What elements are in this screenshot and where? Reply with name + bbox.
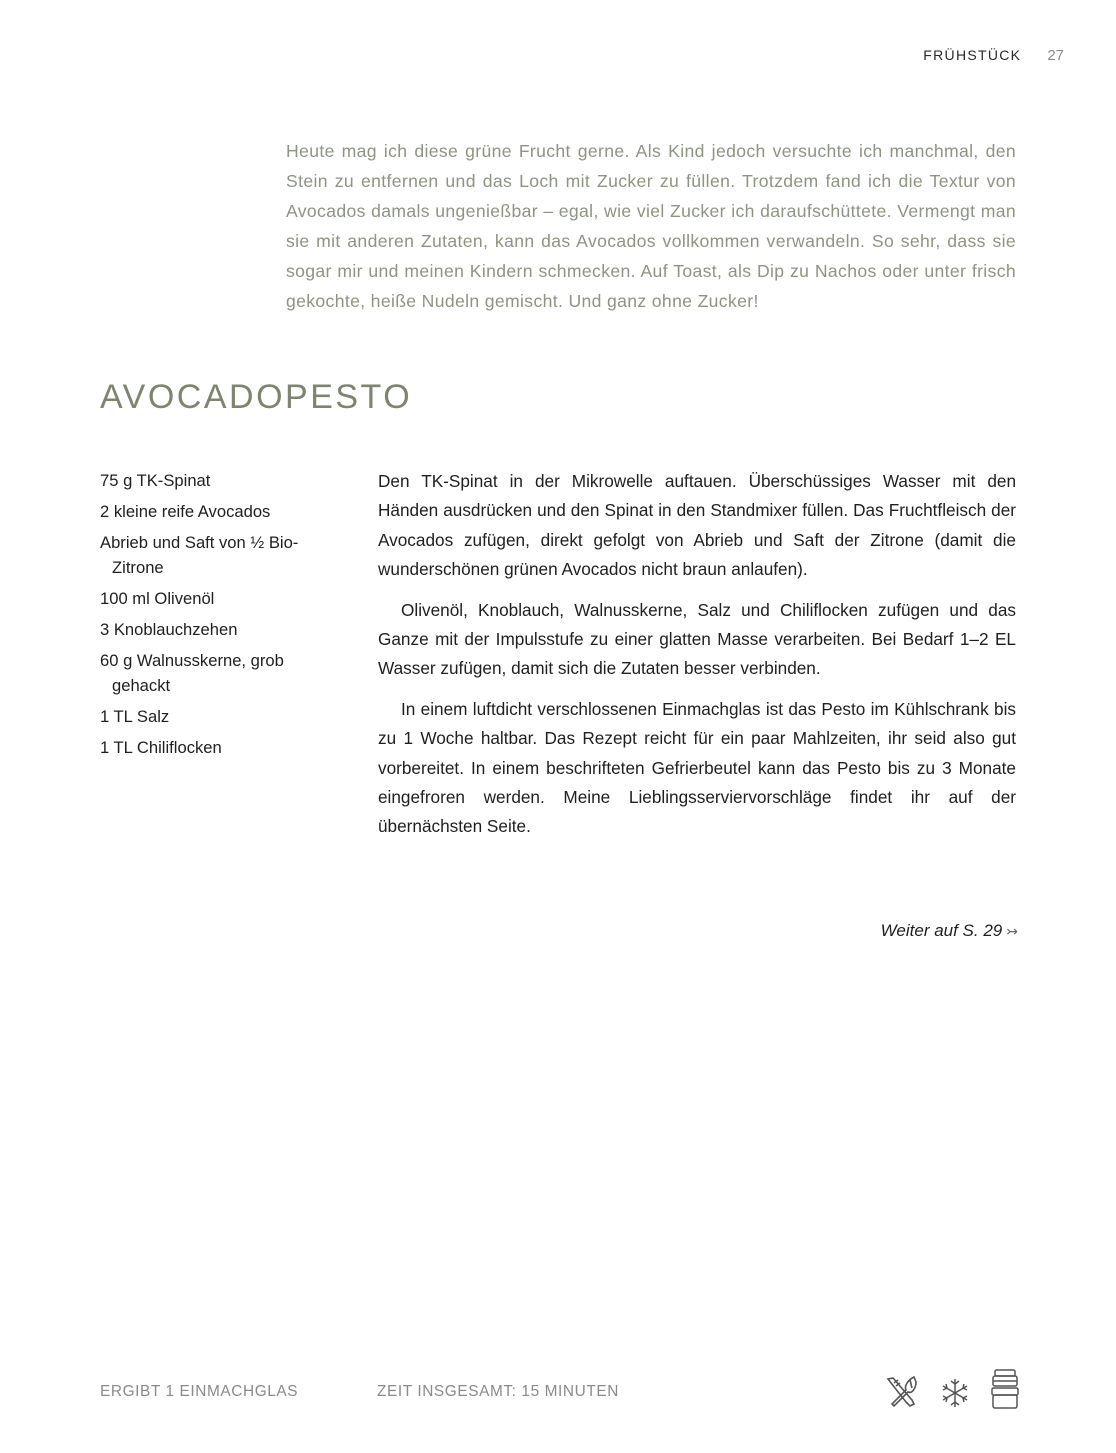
continue-text: Weiter auf S. 29 — [880, 921, 1003, 940]
step-paragraph: In einem luftdicht verschlossenen Einmachglas ist das Pesto im Kühlschrank bis zu 1 Woche haltbar. Das Rezept reicht für ein paar Mahlzeiten, ihr seid also gut vorbereitet. In einem beschrifteten Gefrierbeutel kann das Pesto bis zu 3 Monate eingefroren werden. Meine Lieblingsserviervorschläge findet ihr auf der übernächsten Seite. — [378, 698, 1016, 837]
ingredient-item: 2 kleine reife Avocados — [100, 502, 271, 521]
total-time-info: ZEIT INSGESAMT: 15 MINUTEN — [377, 1383, 619, 1400]
continue-reference[interactable] — [881, 921, 1018, 941]
ingredient-item: Abrieb und Saft von ½ Bio-Zitrone — [100, 533, 299, 577]
page-header — [923, 47, 1064, 64]
ingredient-item: 60 g Walnusskerne, grob gehackt — [100, 651, 284, 695]
ingredient-item: 1 TL Salz — [100, 707, 170, 726]
ingredient-item: 1 TL Chiliflocken — [100, 738, 222, 757]
footer-icons — [884, 1368, 1020, 1410]
ingredient-item: 75 g TK-Spinat — [100, 471, 211, 490]
ingredient-item: 3 Knoblauchzehen — [100, 620, 238, 639]
arrow-right-icon: ↣ — [1006, 923, 1018, 939]
utensils-icon — [884, 1374, 920, 1410]
storage-container-icon — [990, 1368, 1020, 1410]
recipe-title: AVOCADOPESTO — [100, 378, 413, 416]
page-number: 27 — [1047, 47, 1064, 64]
ingredient-item: 100 ml Olivenöl — [100, 589, 215, 608]
intro-paragraph: Heute mag ich diese grüne Frucht gerne. Als Kind jedoch versuchte ich manchmal, den Stein zu entfernen und das Loch mit Zucker zu füllen. Trotzdem fand ich die Textur von Avocados damals ungenießbar – egal, wie viel Zucker ich daraufschüttete. Vermengt man sie mit anderen Zutaten, kann das Avocados vollkommen verwandeln. So sehr, dass sie sogar mir und meinen Kindern schmecken. Auf Toast, als Dip zu Nachos oder unter frisch gekochte, heiße Nudeln gemischt. Und ganz ohne Zucker! — [286, 141, 1016, 312]
yield-info: ERGIBT 1 EINMACHGLAS — [100, 1383, 299, 1400]
recipe-steps — [378, 467, 1016, 853]
section-name: FRÜHSTÜCK — [923, 47, 1022, 63]
ingredient-list — [100, 468, 340, 766]
step-paragraph: Den TK-Spinat in der Mikrowelle auftauen. Überschüssiges Wasser mit den Händen ausdrücken und den Spinat in den Standmixer füllen. Das Fruchtfleisch der Avocados zufügen, direkt gefolgt von Abrieb und Saft der Zitrone (damit die wunderschönen grünen Avocados nicht braun anlaufen). — [378, 471, 1016, 580]
snowflake-icon — [938, 1376, 972, 1410]
step-paragraph: Olivenöl, Knoblauch, Walnusskerne, Salz und Chiliflocken zufügen und das Ganze mit der Impulsstufe zu einer glatten Masse verarbeiten. Bei Bedarf 1–2 EL Wasser zufügen, damit sich die Zutaten besser verbinden. — [378, 599, 1016, 679]
